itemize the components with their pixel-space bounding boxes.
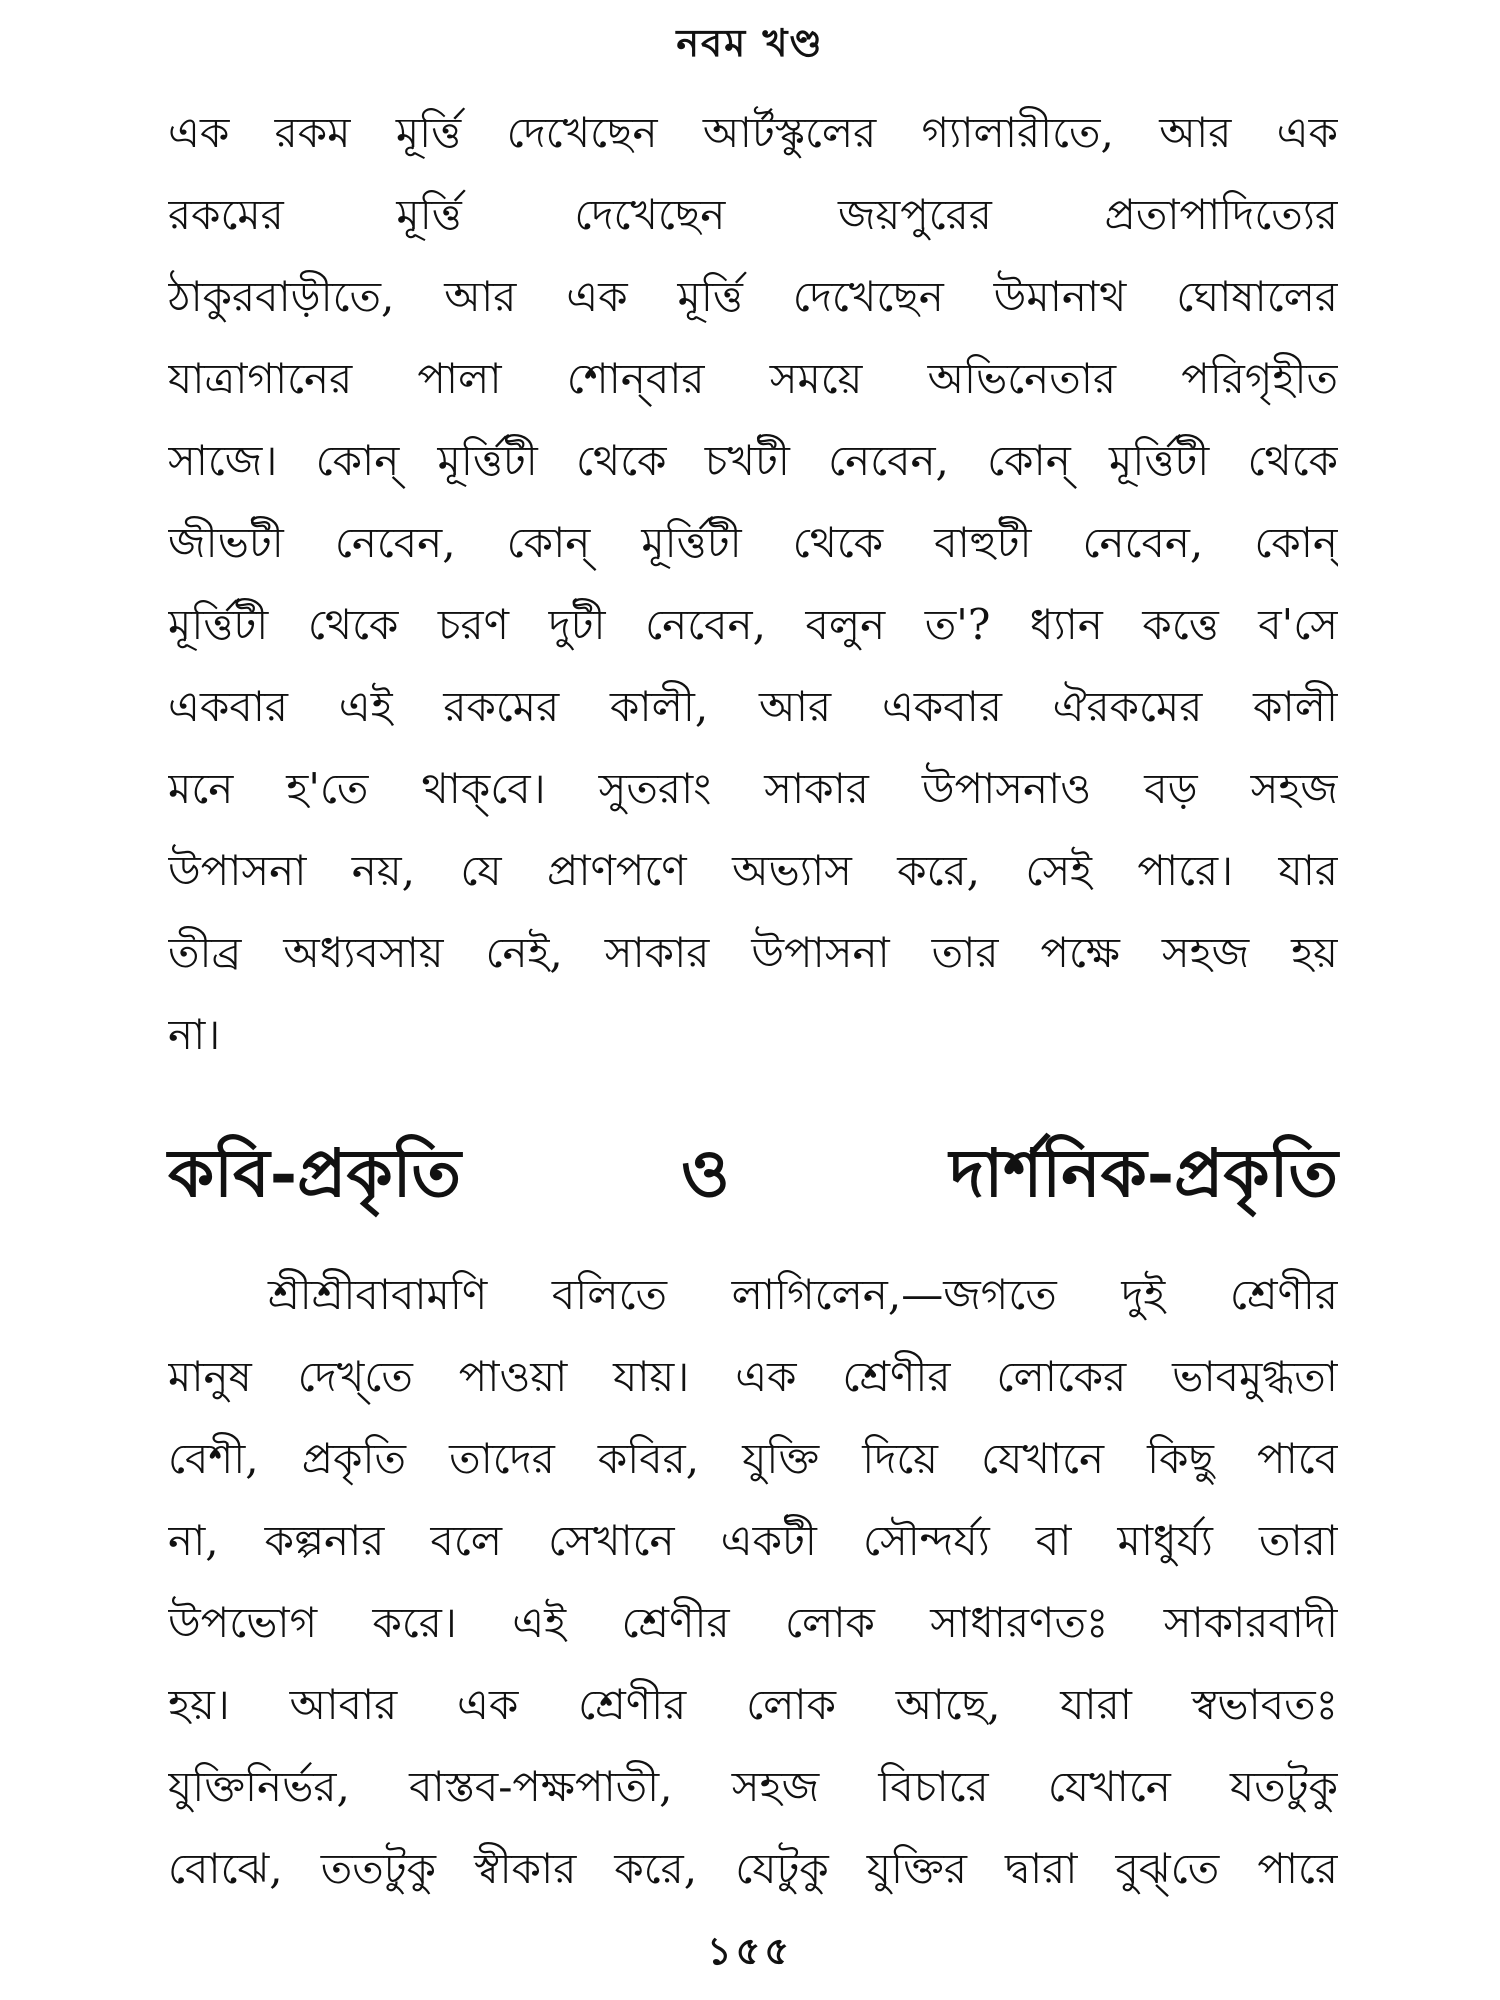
text-line: শ্রীশ্রীবাবামণি বলিতে লাগিলেন,—জগতে দুই শ্রেণীর (268, 1270, 1338, 1319)
text-line: মনে হ'তে থাক্‌বে। সুতরাং সাকার উপাসনাও বড় সহজ (168, 764, 1338, 813)
text-line: রকমের মূর্ত্তি দেখেছেন জয়পুরের প্রতাপাদিত্যের (168, 190, 1338, 239)
text-line: উপভোগ করে। এই শ্রেণীর লোক সাধারণতঃ সাকারবাদী (168, 1598, 1338, 1647)
text-line: যুক্তিনির্ভর, বাস্তব-পক্ষপাতী, সহজ বিচারে যেখানে যতটুকু (168, 1762, 1338, 1811)
paragraph-2 (168, 1254, 1338, 1910)
text-line: তীব্র অধ্যবসায় নেই, সাকার উপাসনা তার পক্ষে সহজ হয় (168, 928, 1338, 977)
text-line: না, কল্পনার বলে সেখানে একটী সৌন্দর্য্য বা মাধুর্য্য তারা (168, 1516, 1338, 1565)
running-head: নবম খণ্ড (676, 20, 824, 65)
text-line: না। (168, 1010, 221, 1059)
text-line: যাত্রাগানের পালা শোন্‌বার সময়ে অভিনেতার পরিগৃহীত (168, 354, 1338, 403)
paragraph-1 (168, 92, 1338, 1076)
page-number: ১৫৫ (707, 1928, 793, 1973)
text-line: সাজে। কোন্‌ মূর্ত্তিটী থেকে চখটী নেবেন, কোন্‌ মূর্ত্তিটী থেকে (168, 436, 1338, 485)
section-heading: কবি-প্রকৃতি ও দার্শনিক-প্রকৃতি (168, 1134, 1338, 1212)
text-line: এক রকম মূর্ত্তি দেখেছেন আর্টস্কুলের গ্যালারীতে, আর এক (168, 108, 1338, 157)
text-line: হয়। আবার এক শ্রেণীর লোক আছে, যারা স্বভাবতঃ (168, 1680, 1338, 1729)
text-line: বেশী, প্রকৃতি তাদের কবির, যুক্তি দিয়ে যেখানে কিছু পাবে (168, 1434, 1338, 1483)
text-line: জীভটী নেবেন, কোন্‌ মূর্ত্তিটী থেকে বাহুটী নেবেন, কোন্‌ (168, 518, 1338, 567)
text-line: মূর্ত্তিটী থেকে চরণ দুটী নেবেন, বলুন ত'? ধ্যান কত্তে ব'সে (168, 600, 1338, 649)
text-line: উপাসনা নয়, যে প্রাণপণে অভ্যাস করে, সেই পারে। যার (168, 846, 1338, 895)
text-line: বোঝে, ততটুকু স্বীকার করে, যেটুকু যুক্তির দ্বারা বুঝ্‌তে পারে (168, 1844, 1338, 1893)
text-line: একবার এই রকমের কালী, আর একবার ঐরকমের কালী (168, 682, 1338, 731)
text-line: ঠাকুরবাড়ীতে, আর এক মূর্ত্তি দেখেছেন উমানাথ ঘোষালের (168, 272, 1338, 321)
text-line: মানুষ দেখ্‌তে পাওয়া যায়। এক শ্রেণীর লোকের ভাবমুগ্ধতা (168, 1352, 1338, 1401)
